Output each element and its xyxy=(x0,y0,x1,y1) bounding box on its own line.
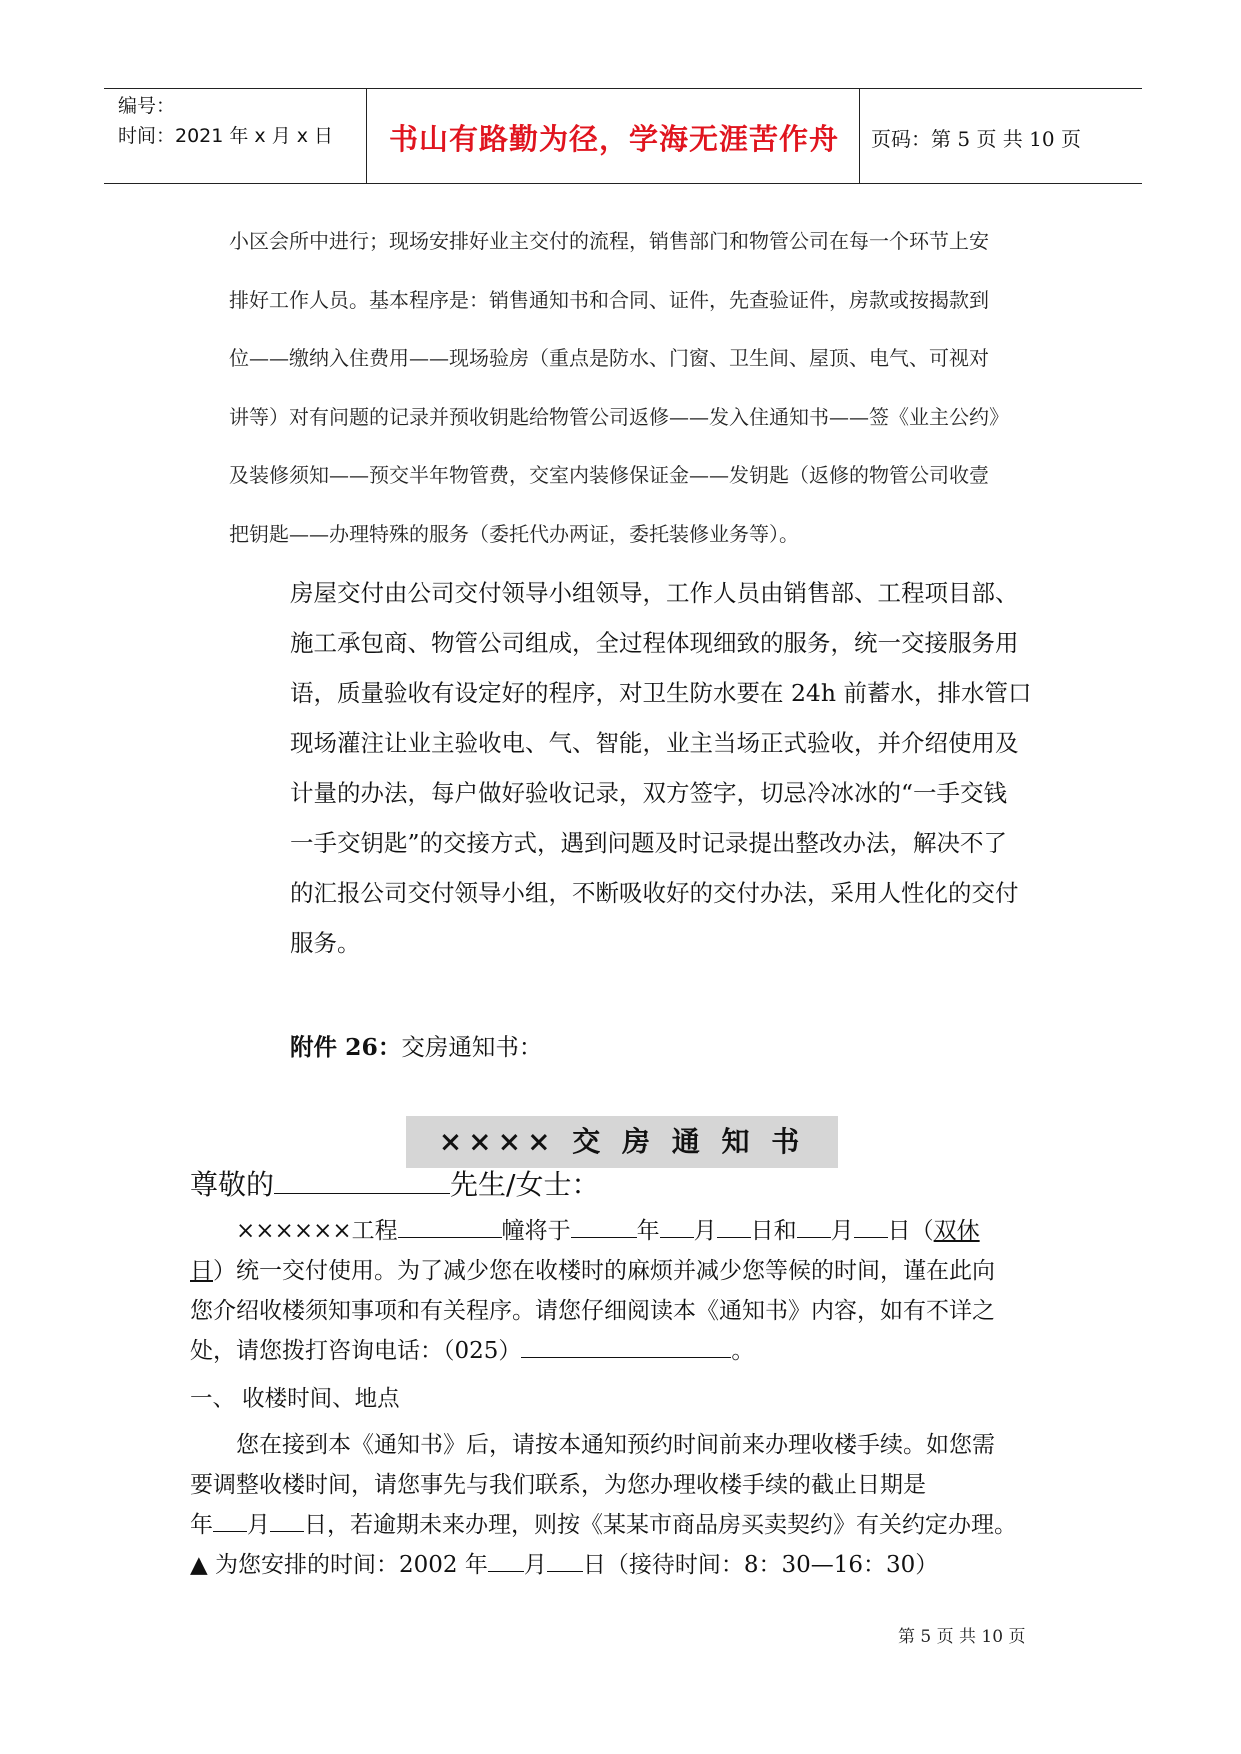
blank xyxy=(660,1213,694,1238)
text-line: 位——缴纳入住费用——现场验房（重点是防水、门窗、卫生间、屋顶、电气、可视对 xyxy=(229,346,989,370)
notice-line-4 xyxy=(190,1331,1060,1371)
header-number-label: 编号： xyxy=(118,95,176,117)
attachment-label: 附件 26： xyxy=(290,1033,402,1061)
salutation-suffix: 先生/女士： xyxy=(450,1168,600,1201)
text-line: 计量的办法，每户做好验收记录，双方签字，切忌冷冰冰的“一手交钱 xyxy=(290,779,1008,807)
text-line: 施工承包商、物管公司组成，全过程体现细致的服务，统一交接服务用 xyxy=(290,629,1019,657)
attachment-text: 交房通知书： xyxy=(401,1033,543,1061)
text: 年 xyxy=(190,1512,213,1538)
text: 月 xyxy=(693,1218,717,1244)
header-meta xyxy=(118,91,333,151)
text-line: 及装修须知——预交半年物管费，交室内装修保证金——发钥匙（返修的物管公司收壹 xyxy=(229,463,989,487)
salutation xyxy=(190,1163,599,1203)
notice-title: ×××× 交 房 通 知 书 xyxy=(406,1116,838,1168)
blank xyxy=(547,1547,583,1572)
text: 日（ xyxy=(887,1218,934,1244)
text: ▲ 为您安排的时间：2002 年 xyxy=(190,1552,488,1578)
blank xyxy=(270,1507,304,1532)
phone-blank xyxy=(521,1333,731,1358)
header-divider xyxy=(366,89,367,183)
blank xyxy=(854,1213,888,1238)
text-line: 排好工作人员。基本程序是：销售通知书和合同、证件，先查验证件，房款或按揭款到 xyxy=(229,287,989,312)
blank xyxy=(717,1213,751,1238)
text-line: 房屋交付由公司交付领导小组领导，工作人员由销售部、工程项目部、 xyxy=(290,579,1019,607)
section-line-1: 您在接到本《通知书》后，请按本通知预约时间前来办理收楼手续。如您需 xyxy=(236,1432,995,1458)
text: 。 xyxy=(731,1338,755,1364)
arrange-line xyxy=(190,1545,1060,1585)
salutation-prefix: 尊敬的 xyxy=(190,1168,275,1201)
text-line: 把钥匙——办理特殊的服务（委托代办两证，委托装修业务等）。 xyxy=(229,521,799,546)
body-paragraph-small xyxy=(229,212,1059,563)
text: 幢将于 xyxy=(501,1218,571,1244)
underlined-text: 日 xyxy=(190,1258,213,1284)
phone-label: 处，请您拨打咨询电话：（025） xyxy=(190,1338,522,1364)
header-page-label: 页码：第 5 页 共 10 页 xyxy=(871,127,1081,151)
section-line-3 xyxy=(190,1505,1060,1545)
header-time-label: 时间：2021 年 x 月 x 日 xyxy=(118,125,334,147)
text-line: 一手交钥匙”的交接方式，遇到问题及时记录提出整改办法，解决不了 xyxy=(290,829,1008,857)
notice-body xyxy=(190,1211,1060,1371)
section-heading: 一、 收楼时间、地点 xyxy=(190,1386,400,1412)
text: 日，若逾期未来办理，则按《某某市商品房买卖契约》有关约定办理。 xyxy=(304,1512,1017,1538)
text: 日（接待时间：8：30—16：30） xyxy=(582,1552,939,1578)
page-footer: 第 5 页 共 10 页 xyxy=(898,1627,1026,1647)
text-line: 服务。 xyxy=(290,929,361,957)
blank xyxy=(571,1213,637,1238)
text: 月 xyxy=(523,1552,547,1578)
blank xyxy=(488,1547,524,1572)
text-line: 的汇报公司交付领导小组，不断吸收好的交付办法，采用人性化的交付 xyxy=(290,879,1019,907)
blank xyxy=(398,1213,502,1238)
notice-line-3: 您介绍收楼须知事项和有关程序。请您仔细阅读本《通知书》内容，如有不详之 xyxy=(190,1298,995,1324)
header-divider xyxy=(859,89,860,183)
text-line: 语，质量验收有设定好的程序，对卫生防水要在 24h 前蓄水，排水管口 xyxy=(290,679,1032,707)
text: 日和 xyxy=(750,1218,797,1244)
notice-line-2 xyxy=(190,1251,1060,1291)
blank xyxy=(797,1213,831,1238)
text: 月 xyxy=(830,1218,854,1244)
text: ）统一交付使用。为了减少您在收楼时的麻烦并减少您等候的时间，谨在此向 xyxy=(213,1258,995,1284)
name-blank xyxy=(274,1169,450,1194)
text: 月 xyxy=(247,1512,270,1538)
notice-line-1 xyxy=(190,1211,1060,1251)
text: 年 xyxy=(636,1218,660,1244)
page-header xyxy=(104,88,1142,184)
section-one-body xyxy=(190,1425,1060,1585)
body-paragraph-large xyxy=(290,568,1090,968)
text-line: 小区会所中进行；现场安排好业主交付的流程，销售部门和物管公司在每一个环节上安 xyxy=(229,229,989,253)
project-name-text: ××××××工程 xyxy=(236,1218,398,1244)
text-line: 现场灌注让业主验收电、气、智能，业主当场正式验收，并介绍使用及 xyxy=(290,729,1019,757)
section-line-2: 要调整收楼时间，请您事先与我们联系，为您办理收楼手续的截止日期是 xyxy=(190,1472,926,1498)
blank xyxy=(213,1507,247,1532)
attachment-heading xyxy=(290,1028,542,1062)
text-line: 讲等）对有问题的记录并预收钥匙给物管公司返修——发入住通知书——签《业主公约》 xyxy=(229,404,1009,429)
header-motto: 书山有路勤为径，学海无涯苦作舟 xyxy=(388,122,839,156)
underlined-text: 双休 xyxy=(933,1218,980,1244)
